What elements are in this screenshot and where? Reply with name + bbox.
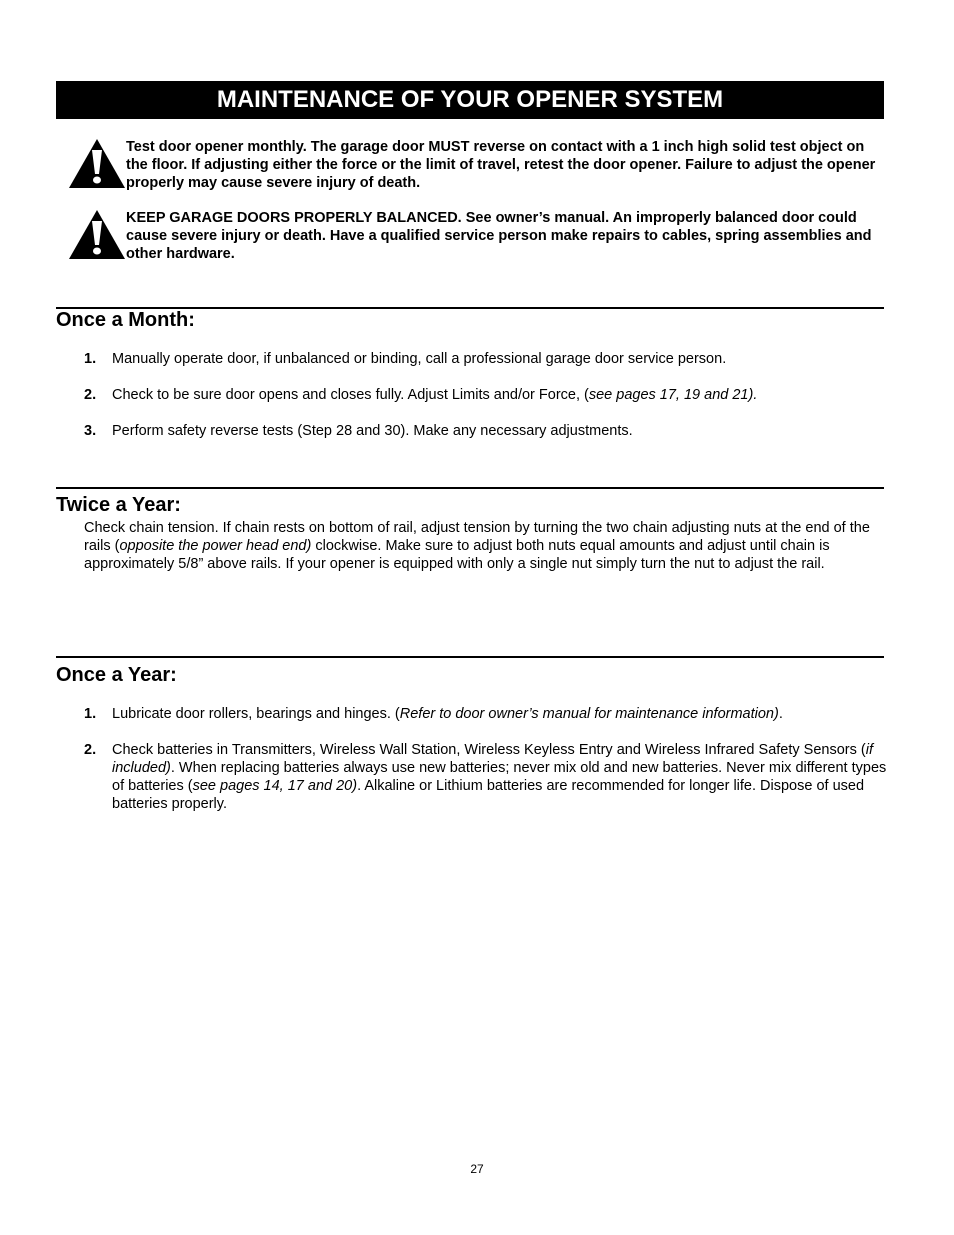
section-paragraph: Check chain tension. If chain rests on bottom of rail, adjust tension by turning the two chain adjusting nuts at the end of the rails (opposite the power head end) clockwise. Make sure to adjust both nuts equal amounts and adjust until chain is approximately 5/8” above rails. If your opener is equipped with only a single nut simply turn the nut to adjust the rail. [84,520,870,572]
page-number: 27 [470,1162,484,1176]
item-number: 2. [84,742,97,758]
warning-block-2 [68,209,884,263]
list-item [84,386,896,404]
section-heading-yearly: Once a Year: [56,664,177,686]
warning-icon [68,138,126,190]
item-number: 1. [84,706,97,722]
section-divider [56,487,884,489]
warning-icon [68,209,126,261]
item-number: 3. [84,423,97,439]
section-heading-monthly: Once a Month: [56,309,195,331]
item-text: Check to be sure door opens and closes fully. Adjust Limits and/or Force, (see pages 17, 19 and 21). [112,387,758,403]
list-item [84,741,896,813]
section-divider [56,656,884,658]
item-text: Manually operate door, if unbalanced or binding, call a professional garage door service person. [112,351,727,367]
warning-text: KEEP GARAGE DOORS PROPERLY BALANCED. See owner’s manual. An improperly balanced door could cause severe injury or death. Have a qualified service person make repairs to cables, spring assemblies and other hardware. [126,210,872,262]
item-text: Check batteries in Transmitters, Wireless Wall Station, Wireless Keyless Entry and Wireless Infrared Safety Sensors (if included). When replacing batteries always use new batteries; never mix old and new batteries. Never mix different types of batteries (see pages 14, 17 and 20). Alkaline or Lithium batteries are recommended for longer life. Dispose of used batteries properly. [112,742,887,812]
list-item [84,422,896,440]
list-item [84,350,896,368]
list-item [84,705,896,723]
item-number: 1. [84,351,97,367]
page-title: MAINTENANCE OF YOUR OPENER SYSTEM [56,81,884,119]
item-number: 2. [84,387,97,403]
item-text: Lubricate door rollers, bearings and hinges. (Refer to door owner’s manual for maintenance information). [112,706,783,722]
item-text: Perform safety reverse tests (Step 28 and 30). Make any necessary adjustments. [112,423,633,439]
warning-block-1 [68,138,884,192]
section-heading-twice: Twice a Year: [56,494,181,516]
warning-text: Test door opener monthly. The garage door MUST reverse on contact with a 1 inch high solid test object on the floor. If adjusting either the force or the limit of travel, retest the door opener. Failure to adjust the opener properly may cause severe injury of death. [126,139,876,191]
